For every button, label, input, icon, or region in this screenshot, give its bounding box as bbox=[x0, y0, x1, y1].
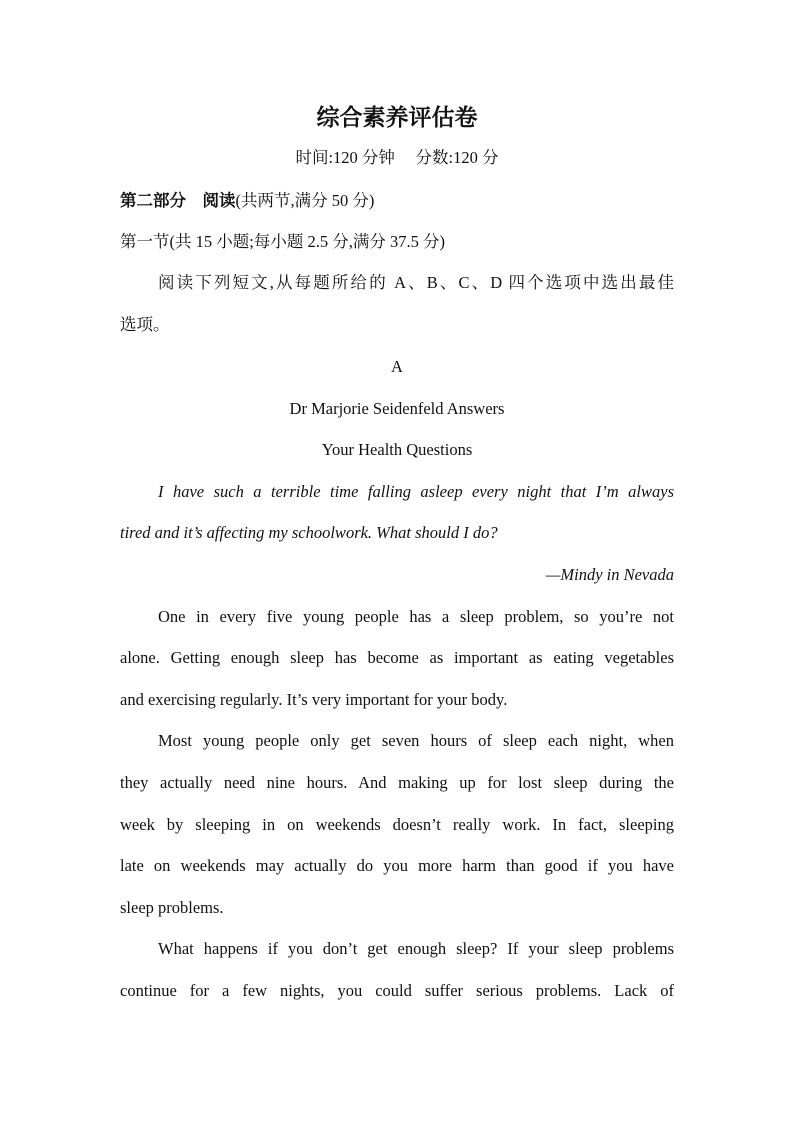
passage-label: A bbox=[391, 357, 403, 376]
exam-title: 综合素养评估卷 bbox=[316, 105, 478, 130]
body-line: One in every five young people has a sleep problem, so you’re not bbox=[158, 607, 674, 626]
passage-title-line-1: Dr Marjorie Seidenfeld Answers bbox=[289, 399, 505, 418]
letter-signature: —Mindy in Nevada bbox=[545, 565, 674, 584]
body-line: Most young people only get seven hours of sleep each night, when bbox=[158, 731, 674, 750]
instructions-line-1: 阅读下列短文,从每题所给的 A、B、C、D 四个选项中选出最佳 bbox=[158, 273, 674, 292]
body-line: they actually need nine hours. And making up for lost sleep during the bbox=[120, 773, 674, 792]
body-line: and exercising regularly. It’s very important for your body. bbox=[120, 690, 508, 709]
part-heading bbox=[120, 191, 674, 211]
part-heading-label: 第二部分 阅读 bbox=[120, 191, 236, 210]
passage-title-line-2: Your Health Questions bbox=[321, 440, 473, 459]
body-line: What happens if you don’t get enough sleep? If your sleep problems bbox=[158, 939, 674, 958]
body-line: continue for a few nights, you could suffer serious problems. Lack of bbox=[120, 981, 674, 1000]
section-heading: 第一节(共 15 小题;每小题 2.5 分,满分 37.5 分) bbox=[120, 232, 445, 251]
body-line: alone. Getting enough sleep has become as important as eating vegetables bbox=[120, 648, 674, 667]
letter-line-2: tired and it’s affecting my schoolwork. What should I do? bbox=[120, 523, 498, 542]
instructions-line-2: 选项。 bbox=[120, 315, 170, 334]
body-line: sleep problems. bbox=[120, 898, 224, 917]
part-heading-note: (共两节,满分 50 分) bbox=[235, 191, 375, 210]
letter-line-1: I have such a terrible time falling asleep every night that I’m always bbox=[158, 482, 674, 501]
exam-meta: 时间:120 分钟 分数:120 分 bbox=[295, 148, 499, 167]
body-line: week by sleeping in on weekends doesn’t really work. In fact, sleeping bbox=[120, 815, 674, 834]
body-line: late on weekends may actually do you more harm than good if you have bbox=[120, 856, 674, 875]
